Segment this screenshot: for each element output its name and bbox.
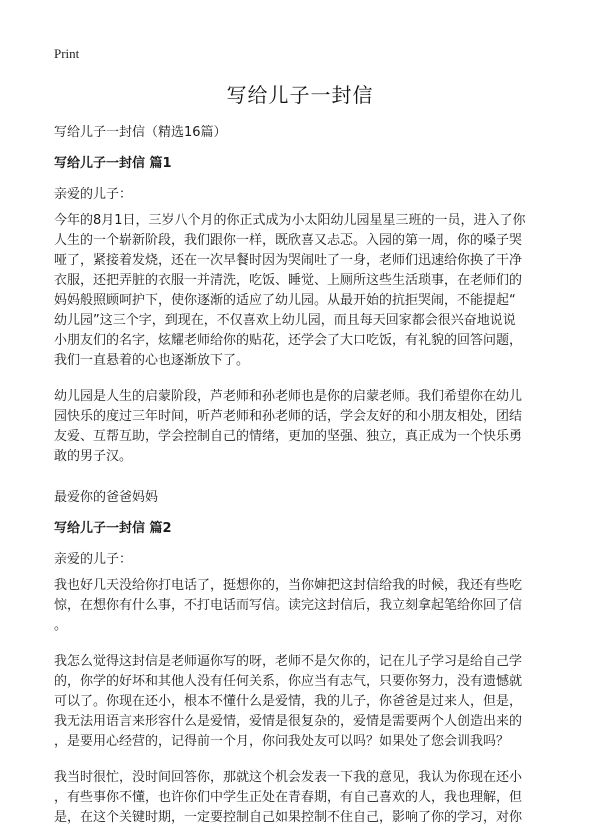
paragraph-line: 惊，在想你有什么事，不打电话而写信。读完这封信后，我立刻拿起笔给你回了信 (54, 598, 523, 613)
paragraph-line: 我们一直悬着的心也逐渐放下了。 (54, 353, 250, 368)
paragraph-line: 我也好几天没给你打电话了，挺想你的，当你婶把这封信给我的时候，我还有些吃 (54, 578, 523, 593)
section-heading-2: 写给儿子一封信 篇2 (54, 521, 172, 536)
section-heading-1: 写给儿子一封信 篇1 (54, 156, 172, 171)
paragraph-line: ，是要用心经营的，记得前一个月，你问我处友可以吗？如果处了您会训我吗？ (54, 734, 510, 749)
document-title: 写给儿子一封信 (226, 83, 374, 107)
paragraph-line: 小朋友们的名字，炫耀老师给你的贴花，还学会了大口吃饭，有礼貌的回答问题， (54, 333, 523, 348)
paragraph-line: 衣服，还把弄脏的衣服一并清洗，吃饭、睡觉、上厕所这些生活琐事，在老师们的 (54, 273, 523, 288)
paragraph-line: ，有些事你不懂，也许你们中学生正处在青春期，有自己喜欢的人，我也理解，但 (54, 790, 523, 805)
greeting-1: 亲爱的儿子： (54, 187, 133, 202)
paragraph-line: 妈妈般照顾呵护下，使你逐渐的适应了幼儿园。从最开始的抗拒哭闹，不能提起“ (54, 293, 516, 308)
document-subtitle: 写给儿子一封信（精选16篇） (54, 125, 227, 140)
paragraph-line: 友爱、互帮互助，学会控制自己的情绪，更加的坚强、独立，真正成为一个快乐勇 (54, 429, 523, 444)
paragraph-line: 可以了。你现在还小，根本不懂什么是爱情，我的儿子，你爸爸是过来人，但是， (54, 694, 523, 709)
paragraph-line: 是，在这个关键时期，一定要控制自己如果控制不住自己，影响了你的学习，对你 (54, 810, 523, 825)
paragraph-line: 今年的8月1日，三岁八个月的你正式成为小太阳幼儿园星星三班的一员，进入了你 (54, 213, 526, 228)
paragraph-line: 。 (54, 618, 68, 633)
paragraph-line: 人生的一个崭新阶段，我们跟你一样，既欣喜又忐忑。入园的第一周，你的嗓子哭 (54, 233, 523, 248)
print-label: Print (54, 46, 80, 61)
paragraph-line: 幼儿园”这三个字，到现在，不仅喜欢上幼儿园，而且每天回家都会很兴奋地说说 (54, 313, 516, 328)
greeting-2: 亲爱的儿子： (54, 552, 133, 567)
paragraph-line: 敢的男子汉。 (54, 449, 133, 464)
paragraph-line: 哑了，紧接着发烧，还在一次早餐时因为哭闹吐了一身，老师们迅速给你换了干净 (54, 253, 523, 268)
paragraph-line: 我无法用语言来形容什么是爱情，爱情是很复杂的，爱情是需要两个人创造出来的 (54, 714, 523, 729)
paragraph-line: 园快乐的度过三年时间，听芦老师和孙老师的话，学会友好的和小朋友相处，团结 (54, 409, 523, 424)
signature-1: 最爱你的爸爸妈妈 (54, 490, 159, 505)
paragraph-line: 我当时很忙，没时间回答你，那就这个机会发表一下我的意见，我认为你现在还小 (54, 770, 523, 785)
paragraph-line: 我怎么觉得这封信是老师逼你写的呀，老师不是欠你的，记在儿子学习是给自己学 (54, 654, 523, 669)
paragraph-line: 的，你学的好坏和其他人没有任何关系，你应当有志气，只要你努力，没有遗憾就 (54, 674, 523, 689)
paragraph-line: 幼儿园是人生的启蒙阶段，芦老师和孙老师也是你的启蒙老师。我们希望你在幼儿 (54, 389, 523, 404)
